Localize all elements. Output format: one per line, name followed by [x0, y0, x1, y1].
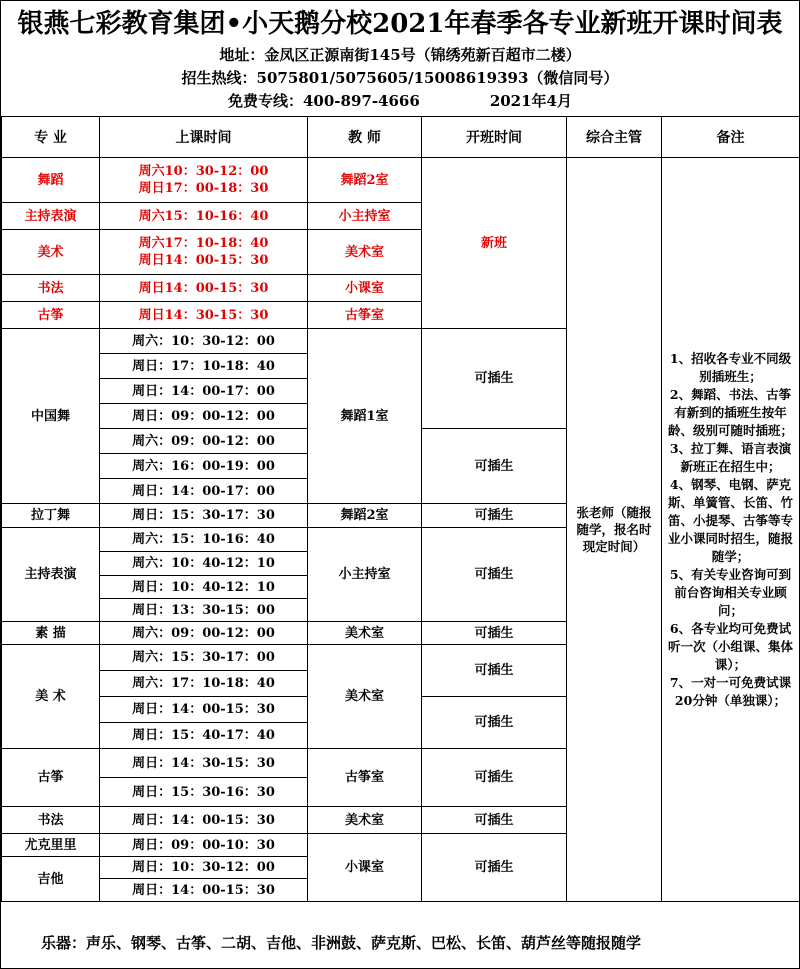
status-cell: 可插生	[422, 697, 567, 749]
room-cell: 小课室	[308, 275, 422, 302]
time-cell: 周六：09：00-12：00	[100, 622, 308, 645]
time-cell: 周日：14：00-15：30	[100, 697, 308, 723]
subject-cell: 书法	[2, 275, 100, 302]
room-cell: 小课室	[308, 834, 422, 902]
note-item: 5、有关专业咨询可到前台咨询相关专业顾问；	[669, 566, 792, 618]
time-cell: 周日：10：30-12：00	[100, 857, 308, 879]
room-cell: 美术室	[308, 622, 422, 645]
note-item: 4、钢琴、电钢、萨克斯、单簧管、长笛、竹笛、小提琴、古筝等专业小课同时招生，随报随学；	[667, 476, 793, 564]
room-cell: 舞蹈2室	[308, 504, 422, 528]
subject-cell: 舞蹈	[2, 158, 100, 203]
time-cell: 周日：17：10-18：40	[100, 354, 308, 379]
time-cell: 周日：14：00-15：30	[100, 807, 308, 834]
time-cell: 周日：14：00-15：30	[100, 879, 308, 902]
col-header-teacher: 教 师	[308, 117, 422, 158]
status-cell: 可插生	[422, 429, 567, 504]
note-item: 7、一对一可免费试课20分钟（单独课）；	[669, 674, 792, 708]
address-line: 地址：金凤区正源南街145号（锦绣苑新百超市二楼）	[219, 46, 581, 64]
room-cell: 美术室	[308, 645, 422, 749]
status-cell: 可插生	[422, 504, 567, 528]
instruments-footer: 乐器：声乐、钢琴、古筝、二胡、吉他、非洲鼓、萨克斯、巴松、长笛、葫芦丝等随报随学	[41, 934, 642, 952]
hotline-line: 招生热线：5075801/5075605/15008619393（微信同号）	[181, 69, 619, 87]
schedule-table	[1, 116, 800, 902]
time-cell: 周六：09：00-12：00	[100, 429, 308, 454]
time-cell: 周日：14：30-15：30	[100, 749, 308, 778]
status-cell: 可插生	[422, 807, 567, 834]
room-cell: 古筝室	[308, 302, 422, 329]
free-line-row	[1, 90, 799, 112]
subject-cell: 尤克里里	[2, 834, 100, 857]
subject-cell: 书法	[2, 807, 100, 834]
time-cell: 周日：13：30-15：00	[100, 599, 308, 622]
time-cell: 周日：15：30-17：30	[100, 504, 308, 528]
note-item: 3、拉丁舞、语言表演新班正在招生中；	[669, 440, 792, 474]
col-header-start: 开班时间	[422, 117, 567, 158]
time-cell: 周日：15：40-17：40	[100, 723, 308, 749]
time-cell: 周日：15：30-16：30	[100, 778, 308, 807]
subject-cell: 美 术	[2, 645, 100, 749]
room-cell: 古筝室	[308, 749, 422, 807]
room-cell: 小主持室	[308, 528, 422, 622]
subject-cell: 美术	[2, 230, 100, 275]
subject-cell: 主持表演	[2, 203, 100, 230]
status-cell: 可插生	[422, 749, 567, 807]
room-cell: 美术室	[308, 807, 422, 834]
page-title: 银燕七彩教育集团•小天鹅分校2021年春季各专业新班开课时间表	[17, 9, 783, 39]
time-cell: 周日：09：00-10：30	[100, 834, 308, 857]
status-cell: 可插生	[422, 528, 567, 622]
time-cell: 周六：15：30-17：00	[100, 645, 308, 671]
col-header-manager: 综合主管	[567, 117, 662, 158]
note-item: 6、各专业均可免费试听一次（小组课、集体课）；	[667, 620, 793, 672]
table-header-row	[2, 117, 800, 158]
subject-cell: 吉他	[2, 857, 100, 902]
status-cell: 可插生	[422, 645, 567, 697]
subject-cell: 古筝	[2, 749, 100, 807]
status-cell: 可插生	[422, 329, 567, 429]
subject-cell: 中国舞	[2, 329, 100, 504]
time-cell: 周日14：00-15：30	[100, 275, 308, 302]
room-cell: 舞蹈2室	[308, 158, 422, 203]
manager-cell: 张老师（随报随学，报名时现定时间）	[567, 158, 662, 902]
time-cell: 周六：10：30-12：00	[100, 329, 308, 354]
time-cell: 周六10：30-12：00 周日17：00-18：30	[100, 158, 308, 203]
time-cell: 周六：15：10-16：40	[100, 528, 308, 552]
status-cell: 可插生	[422, 834, 567, 902]
room-cell: 美术室	[308, 230, 422, 275]
subject-cell: 主持表演	[2, 528, 100, 622]
time-cell: 周日：14：00-17：00	[100, 479, 308, 504]
subject-cell: 拉丁舞	[2, 504, 100, 528]
col-header-time: 上课时间	[100, 117, 308, 158]
subject-cell: 古筝	[2, 302, 100, 329]
notes-cell	[662, 158, 800, 902]
time-cell: 周日：09：00-12：00	[100, 404, 308, 429]
time-cell: 周日：10：40-12：10	[100, 576, 308, 599]
col-header-subject: 专 业	[2, 117, 100, 158]
time-cell: 周六：17：10-18：40	[100, 671, 308, 697]
free-line: 免费专线：400-897-4666	[227, 92, 420, 110]
room-cell: 舞蹈1室	[308, 329, 422, 504]
time-cell: 周日：14：00-17：00	[100, 379, 308, 404]
subject-cell: 素 描	[2, 622, 100, 645]
new-class-status: 新班	[422, 158, 567, 329]
issue-date: 2021年4月	[489, 92, 572, 110]
status-cell: 可插生	[422, 622, 567, 645]
table-row	[2, 158, 800, 203]
time-cell: 周六17：10-18：40 周日14：00-15：30	[100, 230, 308, 275]
col-header-notes: 备注	[662, 117, 800, 158]
time-cell: 周日14：30-15：30	[100, 302, 308, 329]
note-item: 2、舞蹈、书法、古筝有新到的插班生按年龄、级别可随时插班；	[667, 386, 793, 438]
note-item: 1、招收各专业不同级别插班生；	[669, 350, 792, 384]
room-cell: 小主持室	[308, 203, 422, 230]
time-cell: 周六：16：00-19：00	[100, 454, 308, 479]
time-cell: 周六：10：40-12：10	[100, 552, 308, 576]
time-cell: 周六15：10-16：40	[100, 203, 308, 230]
